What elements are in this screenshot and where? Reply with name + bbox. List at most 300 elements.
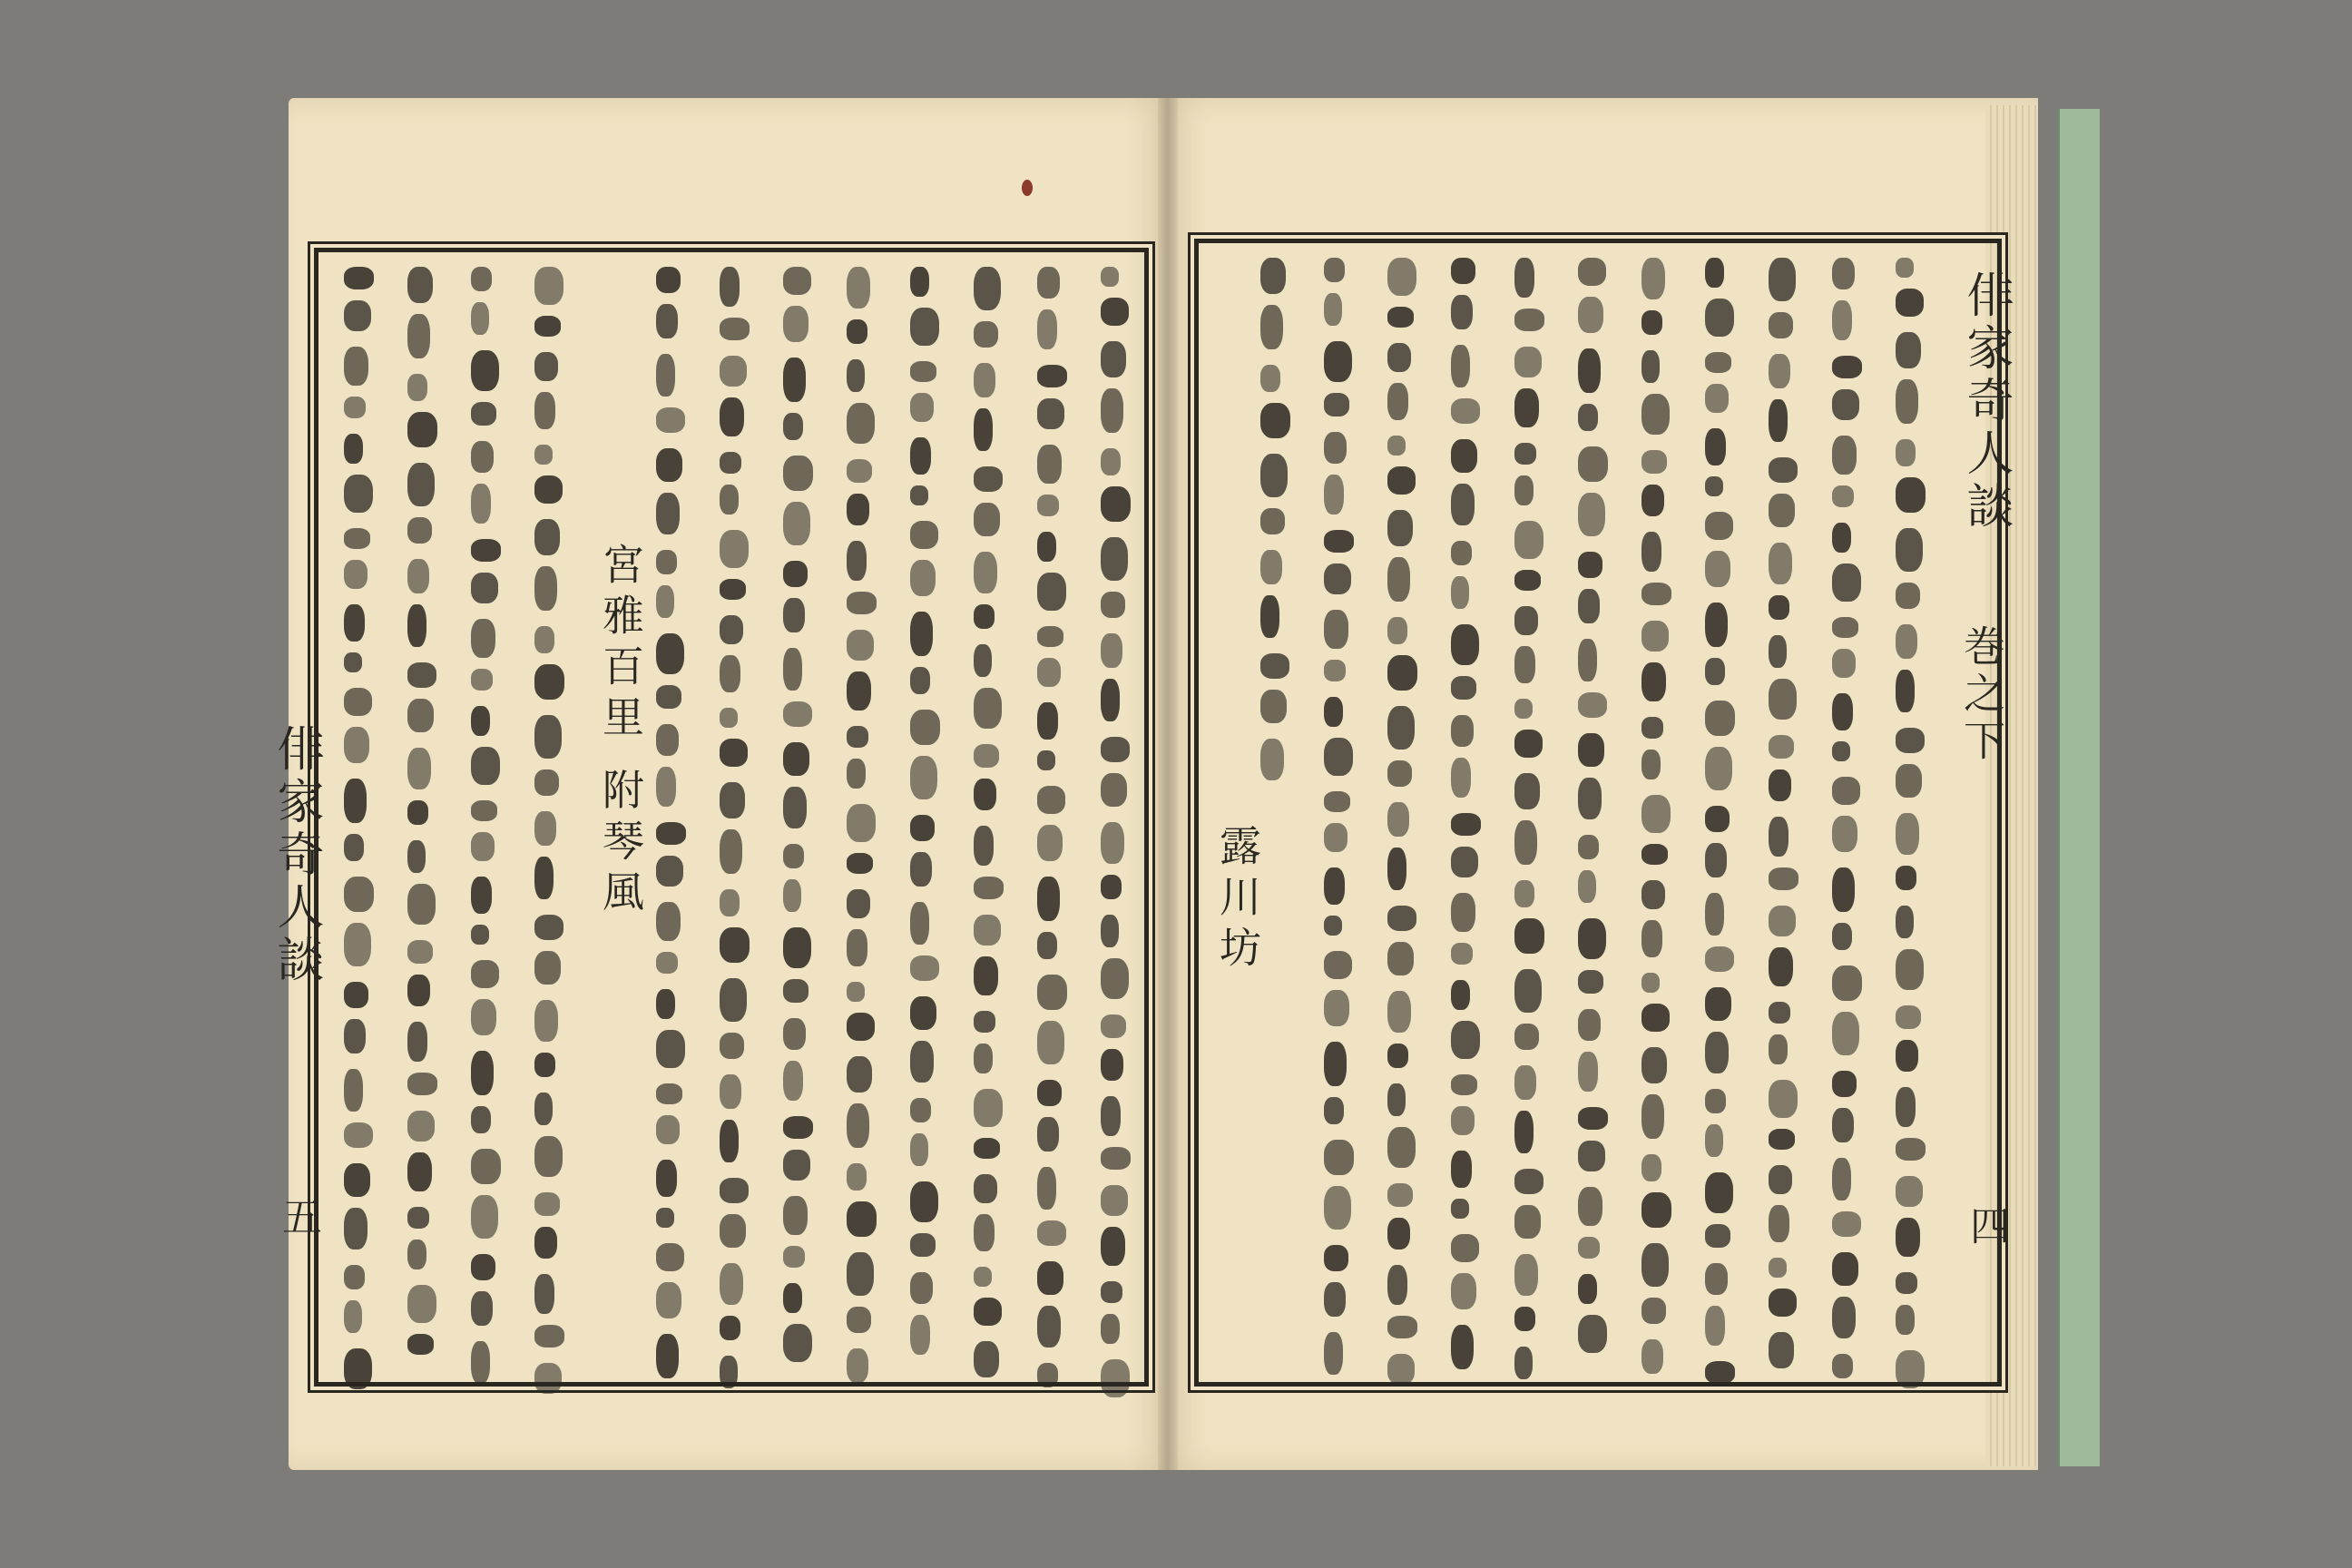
ink-glyph bbox=[1642, 621, 1669, 652]
ink-glyph bbox=[471, 706, 490, 736]
ink-glyph bbox=[1451, 715, 1474, 747]
ink-glyph bbox=[1769, 635, 1787, 668]
ink-glyph bbox=[407, 800, 428, 825]
ink-glyph bbox=[1896, 528, 1923, 572]
ink-glyph bbox=[1387, 436, 1406, 456]
ink-glyph bbox=[910, 437, 931, 475]
ink-glyph bbox=[534, 519, 560, 555]
ink-glyph bbox=[1832, 816, 1857, 852]
ink-glyph bbox=[1514, 570, 1541, 591]
ink-glyph bbox=[407, 463, 435, 506]
ink-glyph bbox=[407, 559, 429, 593]
ink-glyph bbox=[1514, 880, 1534, 907]
ink-glyph bbox=[1514, 1065, 1536, 1100]
ink-glyph bbox=[344, 1265, 365, 1289]
ink-glyph bbox=[783, 413, 803, 440]
ink-glyph bbox=[344, 434, 363, 464]
ink-glyph bbox=[471, 1254, 495, 1280]
text-column bbox=[527, 252, 569, 1382]
ink-glyph bbox=[847, 267, 870, 309]
left-text-columns bbox=[318, 252, 1144, 1382]
ink-glyph bbox=[910, 1272, 933, 1304]
ink-glyph bbox=[847, 1252, 874, 1296]
ink-glyph bbox=[471, 350, 499, 391]
ink-glyph bbox=[344, 528, 370, 549]
ink-glyph bbox=[1101, 298, 1129, 326]
ink-glyph bbox=[1451, 295, 1473, 329]
ink-glyph bbox=[1769, 1205, 1789, 1242]
ink-glyph bbox=[974, 1298, 1002, 1326]
ink-glyph bbox=[1642, 920, 1662, 957]
ink-glyph bbox=[656, 1115, 680, 1144]
ink-glyph bbox=[1324, 697, 1343, 727]
ink-glyph bbox=[1037, 626, 1063, 647]
ink-glyph bbox=[1324, 432, 1347, 464]
ink-glyph bbox=[720, 655, 740, 692]
ink-glyph bbox=[1451, 980, 1470, 1010]
ink-glyph bbox=[1642, 844, 1668, 865]
ink-glyph bbox=[783, 879, 801, 912]
ink-glyph bbox=[1451, 1151, 1472, 1188]
ink-glyph bbox=[783, 844, 804, 868]
ink-glyph bbox=[1324, 1186, 1351, 1230]
ink-glyph bbox=[1101, 486, 1131, 522]
ink-glyph bbox=[1642, 717, 1663, 739]
ink-glyph bbox=[1387, 848, 1406, 890]
ink-glyph bbox=[720, 889, 740, 916]
ink-glyph bbox=[1832, 1354, 1853, 1378]
ink-glyph bbox=[847, 929, 867, 966]
ink-glyph bbox=[407, 412, 437, 447]
ink-glyph bbox=[720, 356, 747, 387]
ink-glyph bbox=[1642, 583, 1671, 605]
ink-glyph bbox=[407, 748, 431, 789]
ink-glyph bbox=[720, 927, 750, 963]
ink-glyph bbox=[720, 739, 748, 767]
ink-glyph bbox=[1578, 258, 1606, 286]
ink-glyph bbox=[656, 1282, 681, 1318]
ink-glyph bbox=[656, 407, 685, 433]
ink-glyph bbox=[1387, 1265, 1407, 1305]
ink-glyph bbox=[1514, 475, 1534, 505]
ink-glyph bbox=[1451, 676, 1476, 700]
ink-glyph bbox=[720, 1214, 746, 1248]
ink-glyph bbox=[407, 604, 426, 647]
ink-glyph bbox=[1514, 443, 1536, 465]
ink-glyph bbox=[974, 1044, 993, 1073]
ink-glyph bbox=[1324, 293, 1342, 326]
ink-glyph bbox=[1260, 550, 1282, 584]
ink-glyph bbox=[344, 1122, 373, 1148]
ink-glyph bbox=[1832, 300, 1852, 340]
ink-glyph bbox=[974, 826, 994, 866]
ink-glyph bbox=[1037, 309, 1057, 349]
ink-glyph bbox=[910, 612, 933, 656]
ink-glyph bbox=[1896, 728, 1925, 753]
ink-glyph bbox=[1769, 1002, 1790, 1024]
text-column bbox=[1093, 252, 1135, 1382]
ink-glyph bbox=[471, 573, 498, 603]
ink-glyph bbox=[1260, 305, 1283, 349]
ink-glyph bbox=[1324, 867, 1345, 905]
text-column bbox=[1444, 243, 1485, 1382]
ink-glyph bbox=[407, 940, 433, 964]
ink-glyph bbox=[534, 769, 559, 796]
ink-glyph bbox=[1324, 1042, 1347, 1086]
ink-glyph bbox=[1832, 436, 1857, 475]
ink-glyph bbox=[1896, 477, 1926, 513]
ink-glyph bbox=[847, 1307, 871, 1333]
ink-glyph bbox=[1324, 610, 1348, 649]
ink-glyph bbox=[847, 319, 867, 344]
ink-glyph bbox=[1514, 606, 1538, 635]
ink-glyph bbox=[344, 1069, 363, 1112]
ink-glyph bbox=[1101, 1359, 1130, 1397]
ink-glyph bbox=[344, 877, 374, 912]
ink-glyph bbox=[1769, 1129, 1795, 1150]
ink-glyph bbox=[1387, 1218, 1410, 1250]
ink-glyph bbox=[1642, 394, 1670, 435]
ink-glyph bbox=[656, 767, 676, 807]
ink-glyph bbox=[471, 832, 495, 861]
ink-glyph bbox=[534, 811, 556, 846]
ink-glyph bbox=[847, 853, 873, 874]
text-column bbox=[903, 252, 945, 1382]
ink-glyph bbox=[407, 1073, 437, 1095]
ink-glyph bbox=[720, 1178, 749, 1203]
ink-glyph bbox=[1451, 398, 1480, 424]
ink-glyph bbox=[1037, 267, 1060, 299]
ink-glyph bbox=[1514, 1347, 1533, 1379]
ink-glyph bbox=[656, 856, 683, 887]
ink-glyph bbox=[1101, 1096, 1121, 1136]
ink-glyph bbox=[1451, 1106, 1475, 1135]
ink-glyph bbox=[1578, 970, 1603, 994]
ink-glyph bbox=[1832, 564, 1861, 602]
ink-glyph bbox=[1769, 312, 1793, 338]
ink-glyph bbox=[1896, 439, 1916, 466]
ink-glyph bbox=[1642, 880, 1665, 909]
ink-glyph bbox=[534, 1227, 557, 1259]
ink-glyph bbox=[1769, 354, 1790, 388]
ink-glyph bbox=[1578, 918, 1606, 959]
ink-glyph bbox=[847, 592, 877, 614]
ink-glyph bbox=[1451, 758, 1471, 798]
ink-glyph bbox=[910, 393, 934, 422]
ink-glyph bbox=[847, 726, 868, 748]
running-title-right: 俳家奇人談 bbox=[1958, 270, 2013, 534]
ink-glyph bbox=[407, 1111, 435, 1142]
ink-glyph bbox=[344, 1163, 370, 1197]
ink-glyph bbox=[1578, 446, 1608, 482]
ink-glyph bbox=[1896, 949, 1924, 990]
ink-glyph bbox=[1037, 1080, 1062, 1106]
ink-glyph bbox=[1832, 485, 1854, 507]
ink-glyph bbox=[1769, 1332, 1794, 1368]
ink-glyph bbox=[1705, 1361, 1735, 1384]
ink-glyph bbox=[1451, 1273, 1476, 1309]
ink-glyph bbox=[1578, 639, 1597, 681]
ink-glyph bbox=[1578, 297, 1603, 333]
ink-glyph bbox=[534, 316, 561, 337]
ink-glyph bbox=[1324, 1097, 1344, 1124]
ink-glyph bbox=[407, 662, 436, 688]
ink-glyph bbox=[1578, 493, 1605, 536]
ink-glyph bbox=[534, 1136, 563, 1177]
ink-glyph bbox=[1642, 1154, 1661, 1181]
text-column bbox=[1380, 243, 1422, 1382]
ink-glyph bbox=[1769, 817, 1788, 857]
ink-glyph bbox=[407, 1240, 426, 1269]
ink-glyph bbox=[1324, 1245, 1348, 1271]
ink-glyph bbox=[1101, 448, 1121, 475]
ink-glyph bbox=[407, 884, 436, 925]
ink-glyph bbox=[847, 982, 865, 1002]
ink-glyph bbox=[656, 724, 679, 756]
ink-glyph bbox=[1101, 875, 1122, 899]
ink-glyph bbox=[1101, 267, 1119, 287]
ink-glyph bbox=[656, 493, 680, 534]
ink-glyph bbox=[1769, 457, 1798, 483]
ink-glyph bbox=[1769, 1165, 1792, 1194]
ink-glyph bbox=[344, 347, 368, 386]
ink-glyph bbox=[1101, 958, 1129, 999]
ink-glyph bbox=[1387, 1127, 1416, 1168]
ink-glyph bbox=[1832, 1252, 1858, 1286]
ink-glyph bbox=[1832, 258, 1855, 289]
ink-glyph bbox=[1642, 1094, 1664, 1139]
ink-glyph bbox=[1101, 915, 1119, 947]
ink-glyph bbox=[1324, 660, 1346, 681]
ink-glyph bbox=[1260, 508, 1285, 534]
right-text-columns bbox=[1199, 243, 1997, 1382]
text-column bbox=[839, 252, 881, 1382]
ink-glyph bbox=[656, 267, 681, 293]
folio-right: 四 bbox=[1963, 1205, 2009, 1245]
ink-glyph bbox=[1705, 551, 1730, 587]
ink-glyph bbox=[344, 652, 362, 672]
entry-heading: 宮雅百里 附琴風 bbox=[596, 543, 645, 921]
ink-glyph bbox=[1896, 1218, 1920, 1257]
ink-glyph bbox=[1514, 820, 1537, 865]
ink-glyph bbox=[974, 604, 995, 629]
ink-glyph bbox=[407, 267, 433, 303]
ink-glyph bbox=[847, 494, 869, 525]
ink-glyph bbox=[1101, 1014, 1126, 1038]
ink-glyph bbox=[656, 1083, 682, 1104]
open-book bbox=[269, 98, 2091, 1470]
ink-glyph bbox=[1769, 494, 1795, 527]
ink-glyph bbox=[1896, 906, 1914, 938]
ink-glyph bbox=[1705, 428, 1726, 466]
ink-glyph bbox=[1101, 1281, 1122, 1303]
ink-glyph bbox=[910, 756, 937, 799]
ink-glyph bbox=[1324, 258, 1345, 282]
ink-glyph bbox=[974, 1341, 999, 1377]
ink-glyph bbox=[1101, 822, 1124, 864]
ink-glyph bbox=[534, 1192, 560, 1216]
ink-glyph bbox=[1705, 476, 1723, 496]
ink-glyph bbox=[1514, 1205, 1541, 1239]
text-column bbox=[649, 252, 691, 1382]
ink-glyph bbox=[1578, 692, 1607, 718]
ink-glyph bbox=[1832, 1211, 1861, 1237]
ink-glyph bbox=[534, 1000, 558, 1042]
ink-glyph bbox=[407, 374, 427, 401]
text-column bbox=[966, 252, 1008, 1382]
ink-glyph bbox=[1769, 1289, 1797, 1317]
ink-glyph bbox=[1387, 760, 1412, 787]
ink-glyph bbox=[1705, 658, 1725, 685]
ink-glyph bbox=[910, 267, 929, 297]
ink-glyph bbox=[1451, 1074, 1477, 1095]
ink-glyph bbox=[1578, 1107, 1608, 1130]
ink-glyph bbox=[1769, 399, 1788, 442]
ink-glyph bbox=[407, 1207, 429, 1229]
ink-glyph bbox=[1451, 847, 1478, 877]
ink-glyph bbox=[1578, 348, 1601, 393]
ink-glyph bbox=[974, 956, 998, 995]
ink-glyph bbox=[1324, 1282, 1346, 1317]
ink-glyph bbox=[656, 1160, 677, 1197]
ink-glyph bbox=[910, 667, 930, 694]
ink-glyph bbox=[344, 397, 366, 418]
ink-glyph bbox=[1451, 943, 1473, 965]
ink-glyph bbox=[1514, 773, 1540, 809]
ink-glyph bbox=[1324, 990, 1349, 1026]
ink-glyph bbox=[910, 956, 939, 981]
ink-glyph bbox=[783, 456, 813, 491]
ink-glyph bbox=[534, 566, 557, 611]
ink-glyph bbox=[1705, 1124, 1723, 1157]
ink-glyph bbox=[974, 1089, 1003, 1127]
ink-glyph bbox=[656, 1334, 679, 1378]
ink-glyph bbox=[344, 982, 368, 1008]
ink-glyph bbox=[1514, 1307, 1535, 1331]
ink-glyph bbox=[974, 779, 996, 810]
ink-glyph bbox=[344, 923, 371, 966]
right-text-frame bbox=[1194, 239, 2013, 1387]
ink-glyph bbox=[847, 1163, 867, 1191]
ink-glyph bbox=[1451, 576, 1469, 609]
ink-glyph bbox=[847, 671, 871, 710]
ink-glyph bbox=[471, 619, 495, 658]
ink-glyph bbox=[720, 318, 750, 340]
ink-glyph bbox=[1387, 706, 1415, 750]
ink-glyph bbox=[1387, 510, 1413, 546]
ink-glyph bbox=[471, 1051, 494, 1095]
ink-glyph bbox=[1896, 1040, 1918, 1072]
ink-glyph bbox=[783, 742, 809, 776]
ink-glyph bbox=[1896, 1350, 1925, 1388]
ink-glyph bbox=[974, 1011, 995, 1033]
ink-glyph bbox=[1705, 384, 1729, 413]
ink-glyph bbox=[407, 314, 430, 358]
ink-glyph bbox=[1387, 1044, 1408, 1068]
ink-glyph bbox=[720, 1074, 741, 1109]
ink-glyph bbox=[1832, 649, 1856, 678]
ink-glyph bbox=[1514, 1254, 1538, 1296]
ink-glyph bbox=[1705, 258, 1724, 288]
ink-glyph bbox=[1832, 1297, 1856, 1338]
ink-glyph bbox=[720, 829, 742, 874]
ink-glyph bbox=[847, 889, 870, 918]
ink-glyph bbox=[783, 598, 805, 632]
ink-glyph bbox=[1037, 445, 1062, 484]
ink-glyph bbox=[344, 1300, 362, 1333]
ink-glyph bbox=[471, 441, 494, 473]
ink-glyph bbox=[1387, 942, 1414, 975]
ink-glyph bbox=[1705, 1263, 1728, 1295]
ink-glyph bbox=[783, 701, 812, 727]
ink-glyph bbox=[1705, 603, 1728, 647]
ink-glyph bbox=[910, 521, 938, 549]
ink-glyph bbox=[1451, 813, 1481, 836]
ink-glyph bbox=[1578, 1052, 1598, 1092]
ink-glyph bbox=[1101, 537, 1128, 581]
ink-glyph bbox=[407, 840, 426, 873]
ink-glyph bbox=[1387, 617, 1407, 644]
ink-glyph bbox=[1324, 530, 1354, 553]
ink-glyph bbox=[471, 669, 493, 691]
ink-glyph bbox=[1101, 633, 1122, 668]
ink-glyph bbox=[344, 727, 369, 763]
ink-glyph bbox=[1896, 379, 1918, 424]
ink-glyph bbox=[910, 852, 932, 887]
ink-glyph bbox=[1514, 521, 1544, 559]
ink-glyph bbox=[1578, 1315, 1607, 1353]
ink-glyph bbox=[1387, 383, 1408, 420]
ink-glyph bbox=[1769, 769, 1791, 801]
ink-glyph bbox=[1101, 773, 1127, 807]
ink-glyph bbox=[1037, 1363, 1058, 1387]
ink-glyph bbox=[910, 902, 929, 945]
ink-glyph bbox=[1832, 617, 1858, 638]
text-column bbox=[1507, 243, 1549, 1382]
ink-glyph bbox=[1037, 702, 1058, 740]
ink-glyph bbox=[656, 952, 678, 974]
ink-glyph bbox=[1387, 1316, 1417, 1338]
text-column bbox=[712, 252, 754, 1382]
ink-glyph bbox=[1705, 987, 1731, 1021]
ink-glyph bbox=[974, 363, 995, 397]
ink-glyph bbox=[1387, 655, 1417, 691]
ink-glyph bbox=[974, 503, 1000, 536]
ink-glyph bbox=[974, 1214, 995, 1251]
ink-glyph bbox=[1769, 867, 1798, 890]
ink-glyph bbox=[720, 1316, 740, 1340]
ink-glyph bbox=[1642, 795, 1671, 833]
ink-glyph bbox=[534, 267, 564, 305]
ink-glyph bbox=[407, 517, 432, 544]
ink-glyph bbox=[471, 999, 496, 1035]
ink-glyph bbox=[1578, 404, 1598, 431]
ink-glyph bbox=[847, 1201, 877, 1237]
ink-glyph bbox=[1037, 750, 1055, 770]
ink-glyph bbox=[1037, 1167, 1056, 1210]
ink-glyph bbox=[1832, 1158, 1851, 1200]
ink-glyph bbox=[783, 306, 808, 342]
ink-glyph bbox=[1832, 693, 1853, 730]
ink-glyph bbox=[783, 358, 806, 402]
ink-glyph bbox=[1037, 365, 1067, 387]
ink-glyph bbox=[534, 664, 564, 700]
ink-glyph bbox=[1387, 906, 1416, 931]
ink-glyph bbox=[1642, 258, 1665, 299]
ink-glyph bbox=[783, 267, 811, 295]
ink-glyph bbox=[1705, 1089, 1726, 1113]
ink-glyph bbox=[471, 484, 491, 524]
